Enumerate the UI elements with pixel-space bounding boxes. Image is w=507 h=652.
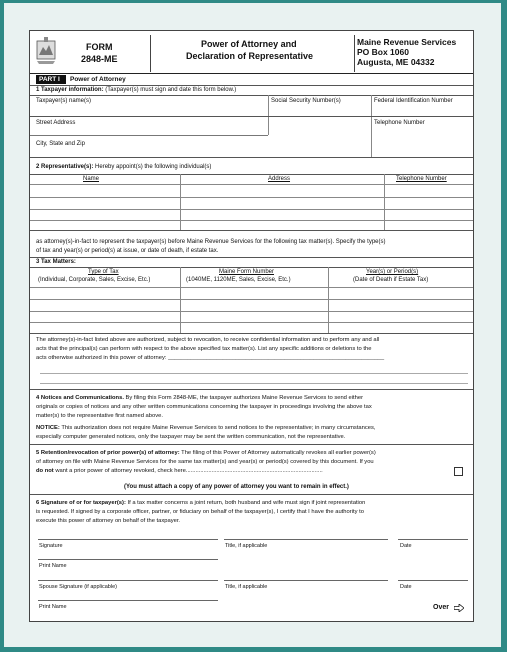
rep-phone-fields[interactable] bbox=[386, 185, 472, 229]
rule bbox=[30, 135, 268, 136]
form-number-fields[interactable] bbox=[182, 288, 326, 332]
agency-name: Maine Revenue Services bbox=[357, 37, 457, 47]
tax-type-header: Type of Tax bbox=[88, 269, 119, 275]
rep-phone-header: Telephone Number bbox=[396, 176, 447, 182]
divider bbox=[384, 174, 385, 230]
title-label: Title, if applicable bbox=[225, 543, 268, 549]
rep-address-header: Address bbox=[268, 176, 291, 182]
fein-label: Federal Identification Number bbox=[374, 98, 453, 104]
period-sub: (Date of Death if Estate Tax) bbox=[353, 277, 429, 283]
section2-heading: 2 Representative(s): Hereby appoint(s) the following individual(s) bbox=[36, 164, 212, 170]
ssn-field[interactable] bbox=[269, 95, 369, 116]
phone-label: Telephone Number bbox=[374, 120, 425, 126]
form-title-line1: Power of Attorney and bbox=[201, 39, 297, 49]
rule bbox=[30, 230, 473, 231]
signature-line[interactable] bbox=[38, 539, 218, 540]
street-field[interactable] bbox=[34, 117, 366, 137]
retain-prior-poa-checkbox[interactable] bbox=[454, 467, 463, 476]
section6-line1: 6 Signature of or for taxpayer(s): If a tax matter concerns a joint return, both husband and wife must sign if joint representation bbox=[36, 500, 366, 506]
section4-line1: 4 Notices and Communications. By filing this Form 2848-ME, the taxpayer authorizes Maine Revenue Services to send either bbox=[36, 395, 364, 401]
period-fields[interactable] bbox=[330, 288, 472, 332]
period-header: Year(s) or Period(s) bbox=[366, 269, 419, 275]
print-name-label-2: Print Name bbox=[39, 604, 67, 610]
state-seal-icon bbox=[35, 37, 57, 65]
date-line[interactable] bbox=[398, 539, 468, 540]
section6-line2: is requested. If signed by a corporate officer, partner, or fiduciary on behalf of the taxpayer(s), I certify that I have the authority to bbox=[36, 509, 364, 515]
rule bbox=[30, 257, 473, 258]
authority-text-line1: The attorney(s)-in-fact listed above are authorized, subject to revocation, to receive confidential information and to perform any and all bbox=[36, 337, 380, 343]
print-name-label: Print Name bbox=[39, 563, 67, 569]
title-line[interactable] bbox=[224, 580, 388, 581]
divider bbox=[180, 267, 181, 333]
signature-label: Signature bbox=[39, 543, 63, 549]
section5-line3: do not want a prior power of attorney revoked, check here..................................................................................... bbox=[36, 468, 323, 474]
form-number-sub: (1040ME, 1120ME, Sales, Excise, Etc.) bbox=[186, 277, 291, 283]
section4-line2: originals or copies of notices and any other written communications concerning the taxpayer in proceedings involving the above tax bbox=[36, 404, 372, 410]
ssn-label: Social Security Number(s) bbox=[271, 98, 341, 104]
header-divider bbox=[150, 35, 151, 72]
title-label-2: Title, if applicable bbox=[225, 584, 268, 590]
date-label: Date bbox=[400, 543, 412, 549]
form-number-header: Maine Form Number bbox=[219, 269, 275, 275]
attorney-text-line2: of tax and year(s) or period(s) at issue, or date of death, if estate tax. bbox=[36, 248, 219, 254]
additions-line[interactable] bbox=[40, 373, 468, 374]
form-title-line2: Declaration of Representative bbox=[186, 51, 314, 61]
form-label: FORM bbox=[86, 42, 113, 52]
notice-line1: NOTICE: This authorization does not require Maine Revenue Services to send notices to the representative; in many circumstances, bbox=[36, 425, 376, 431]
section5-line2: of attorney on file with Maine Revenue Services for the same tax matter(s) and year(s) or period(s) covered by this document. If you bbox=[36, 459, 374, 465]
section4-line3: matter(s) to the representative first named above. bbox=[36, 413, 163, 419]
street-label: Street Address bbox=[36, 120, 76, 126]
notice-line2: especially computer generated notices, only the taxpayer may be sent the written communication, not the representative. bbox=[36, 434, 346, 440]
date-line[interactable] bbox=[398, 580, 468, 581]
rule bbox=[30, 267, 473, 268]
tax-type-sub: (Individual, Corporate, Sales, Excise, Etc.) bbox=[38, 277, 151, 283]
divider bbox=[180, 174, 181, 230]
attorney-text-line1: as attorney(s)-in-fact to represent the taxpayer(s) before Maine Revenue Services for the following tax matter(s). Specify the type(s) bbox=[36, 239, 386, 245]
agency-box: PO Box 1060 bbox=[357, 47, 409, 57]
rep-address-fields[interactable] bbox=[182, 185, 382, 229]
tax-type-fields[interactable] bbox=[32, 288, 178, 332]
print-name-line[interactable] bbox=[38, 600, 218, 601]
fein-field[interactable] bbox=[372, 95, 472, 116]
title-line[interactable] bbox=[224, 539, 388, 540]
spouse-signature-label: Spouse Signature (if applicable) bbox=[39, 584, 117, 590]
rep-name-fields[interactable] bbox=[32, 185, 178, 229]
rule bbox=[30, 444, 473, 445]
section5-line1: 5 Retention/revocation of prior power(s) of attorney: The filing of this Power of Attorney automatically revokes all earlier power(s) bbox=[36, 450, 376, 456]
print-name-line[interactable] bbox=[38, 559, 218, 560]
city-field[interactable] bbox=[34, 137, 366, 155]
section1-heading: 1 Taxpayer information: (Taxpayer(s) must sign and date this form below.) bbox=[36, 87, 237, 93]
rule bbox=[30, 494, 473, 495]
section3-heading: 3 Tax Matters: bbox=[36, 259, 76, 265]
attach-copy-note: (You must attach a copy of any power of attorney you want to remain in effect.) bbox=[124, 484, 349, 490]
authority-text-line2: acts that the principal(s) can perform with respect to the above specified tax matter(s). List any specific additions or deletions to the bbox=[36, 346, 372, 352]
rule bbox=[30, 389, 473, 390]
rule bbox=[30, 333, 473, 334]
header-divider bbox=[354, 35, 355, 72]
taxpayer-name-field[interactable] bbox=[34, 95, 266, 116]
part-title: Power of Attorney bbox=[70, 76, 126, 83]
spouse-signature-line[interactable] bbox=[38, 580, 218, 581]
form-number: 2848-ME bbox=[81, 54, 118, 64]
agency-city: Augusta, ME 04332 bbox=[357, 57, 435, 67]
authority-text-line3: acts otherwise authorized in this power of attorney: ___________________________________________________________________ bbox=[36, 355, 385, 361]
header-rule bbox=[30, 73, 473, 74]
rule bbox=[30, 157, 473, 158]
form-page bbox=[29, 30, 474, 622]
rep-name-header: Name bbox=[83, 176, 100, 182]
taxpayer-name-label: Taxpayer(s) name(s) bbox=[36, 98, 92, 104]
section6-line3: execute this power of attorney on behalf of the taxpayer. bbox=[36, 518, 181, 524]
date-label-2: Date bbox=[400, 584, 412, 590]
city-label: City, State and Zip bbox=[36, 141, 85, 147]
divider bbox=[328, 267, 329, 333]
additions-line[interactable] bbox=[40, 383, 468, 384]
phone-field[interactable] bbox=[372, 117, 472, 155]
rule bbox=[30, 85, 473, 86]
part-tag: PART I bbox=[39, 76, 60, 83]
over-label: Over bbox=[433, 604, 449, 611]
arrow-right-icon bbox=[454, 604, 464, 612]
rule bbox=[30, 174, 473, 175]
